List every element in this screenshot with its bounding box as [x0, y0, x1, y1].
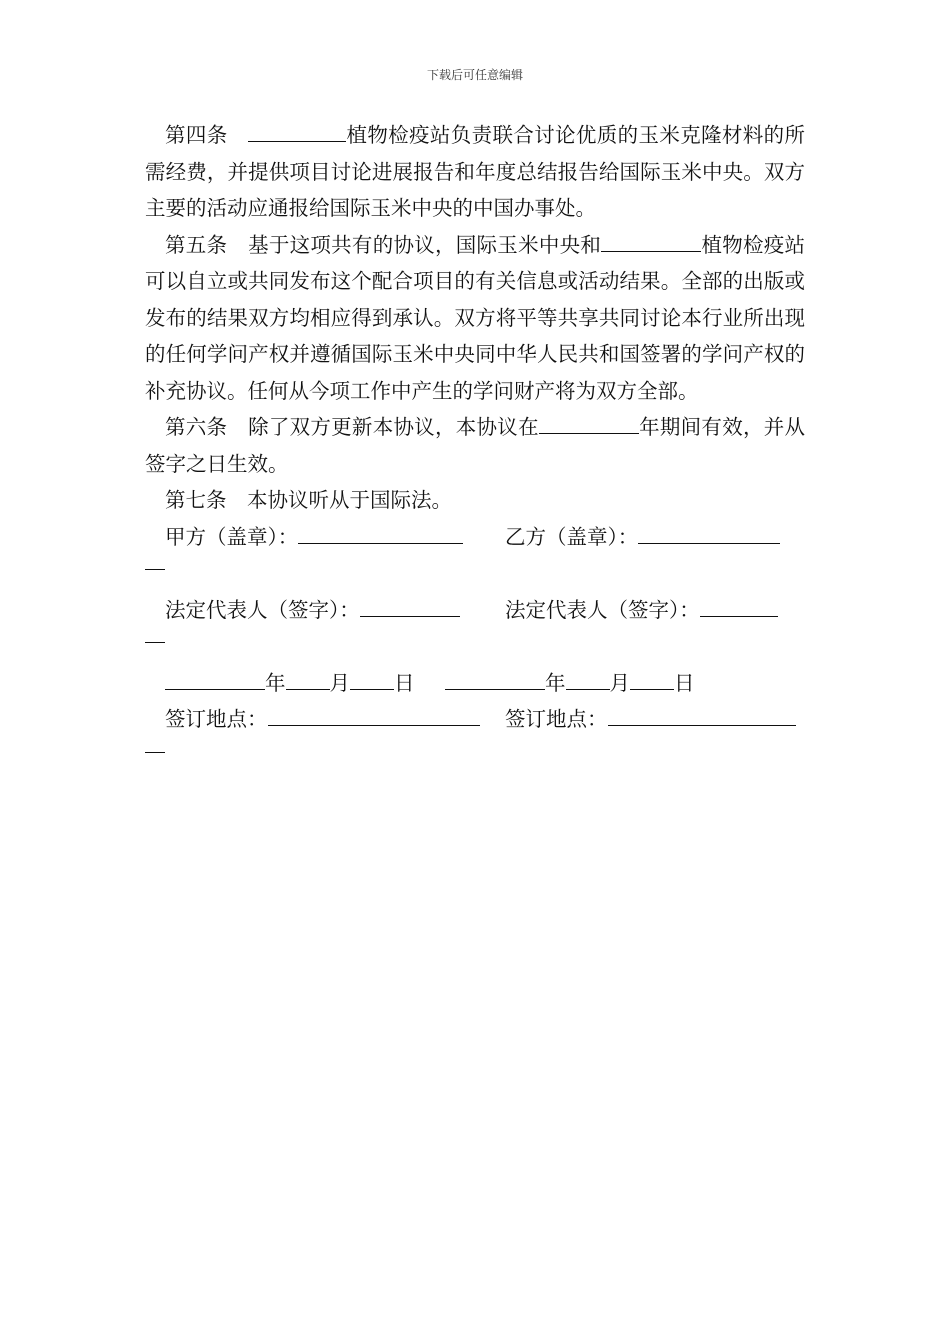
- party-a-month-blank: [286, 669, 330, 690]
- document-body: [145, 117, 805, 774]
- party-a-day-label: 日: [394, 670, 415, 695]
- article-4-text: 植物检疫站负责联合讨论优质的玉米克隆材料的所需经费，并提供项目讨论进展报告和年度总结报告给国际玉米中央。双方主要的活动应通报给国际玉米中央的中国办事处。: [145, 123, 806, 220]
- party-b-legal-rep: [505, 592, 778, 629]
- party-a-seal-blank: [298, 523, 463, 544]
- article-6-text-after: 年期间有效，并从签字之日生效。: [145, 415, 806, 476]
- party-b-day-blank: [630, 669, 674, 690]
- party-b-seal: [505, 519, 780, 556]
- article-7: [145, 482, 805, 519]
- party-b-year-blank: [445, 669, 545, 690]
- article-5: [145, 227, 805, 410]
- article-4-label: 第四条: [165, 123, 228, 147]
- article-7-text: 本协议听从于国际法。: [247, 488, 452, 512]
- party-a-legal-rep-label: 法定代表人（签字）：: [165, 597, 360, 622]
- party-b-place-label: 签订地点：: [505, 707, 608, 731]
- date-row: [145, 665, 805, 702]
- article-6-blank: [539, 413, 639, 434]
- party-a-year-label: 年: [265, 670, 286, 695]
- party-a-year-blank: [165, 669, 265, 690]
- party-a-place-label: 签订地点：: [165, 707, 268, 731]
- page-header: 下载后可任意编辑: [426, 68, 523, 82]
- party-b-place: [505, 701, 796, 738]
- party-b-year-label: 年: [545, 670, 566, 695]
- party-a-place: [165, 701, 480, 738]
- party-b-month-blank: [566, 669, 610, 690]
- legal-rep-row-line-tail: [145, 642, 165, 643]
- party-b-seal-label: 乙方（盖章）：: [505, 524, 639, 549]
- party-b-place-blank: [608, 705, 796, 726]
- party-a-day-blank: [350, 669, 394, 690]
- article-7-label: 第七条: [165, 488, 227, 512]
- article-6: [145, 409, 805, 482]
- article-5-label: 第五条: [165, 232, 228, 257]
- place-row: [145, 701, 805, 738]
- place-row-line-tail: [145, 752, 165, 753]
- party-a-seal-label: 甲方（盖章）：: [165, 524, 299, 549]
- legal-rep-row: [145, 592, 805, 629]
- party-a-month-label: 月: [329, 670, 350, 695]
- article-5-text-before: 基于这项共有的协议，国际玉米中央和: [247, 232, 602, 257]
- party-a-legal-rep: [165, 592, 460, 629]
- party-a-date: [165, 665, 415, 702]
- party-b-legal-rep-blank: [700, 596, 778, 617]
- article-5-blank: [601, 231, 701, 252]
- article-4-blank: [248, 121, 346, 142]
- party-b-seal-blank: [638, 523, 780, 544]
- party-a-place-blank: [268, 705, 480, 726]
- seal-row: [145, 519, 805, 556]
- article-6-text-before: 除了双方更新本协议，本协议在: [247, 415, 539, 439]
- seal-row-line-tail: [145, 569, 165, 570]
- party-b-day-label: 日: [674, 670, 695, 695]
- party-b-date: [445, 665, 695, 702]
- article-6-label: 第六条: [165, 415, 228, 439]
- party-a-seal: [165, 519, 463, 556]
- article-4: [145, 117, 805, 227]
- party-a-legal-rep-blank: [360, 596, 460, 617]
- article-5-text-after: 植物检疫站可以自立或共同发布这个配合项目的有关信息或活动结果。全部的出版或发布的结果双方均相应得到承认。双方将平等共享共同讨论本行业所出现的任何学问产权并遵循国际玉米中央同中华人民共和国签署的学问产权的补充协议。任何从今项工作中产生的学问财产将为双方全部。: [145, 232, 806, 403]
- party-b-month-label: 月: [609, 670, 630, 695]
- party-b-legal-rep-label: 法定代表人（签字）：: [505, 597, 700, 622]
